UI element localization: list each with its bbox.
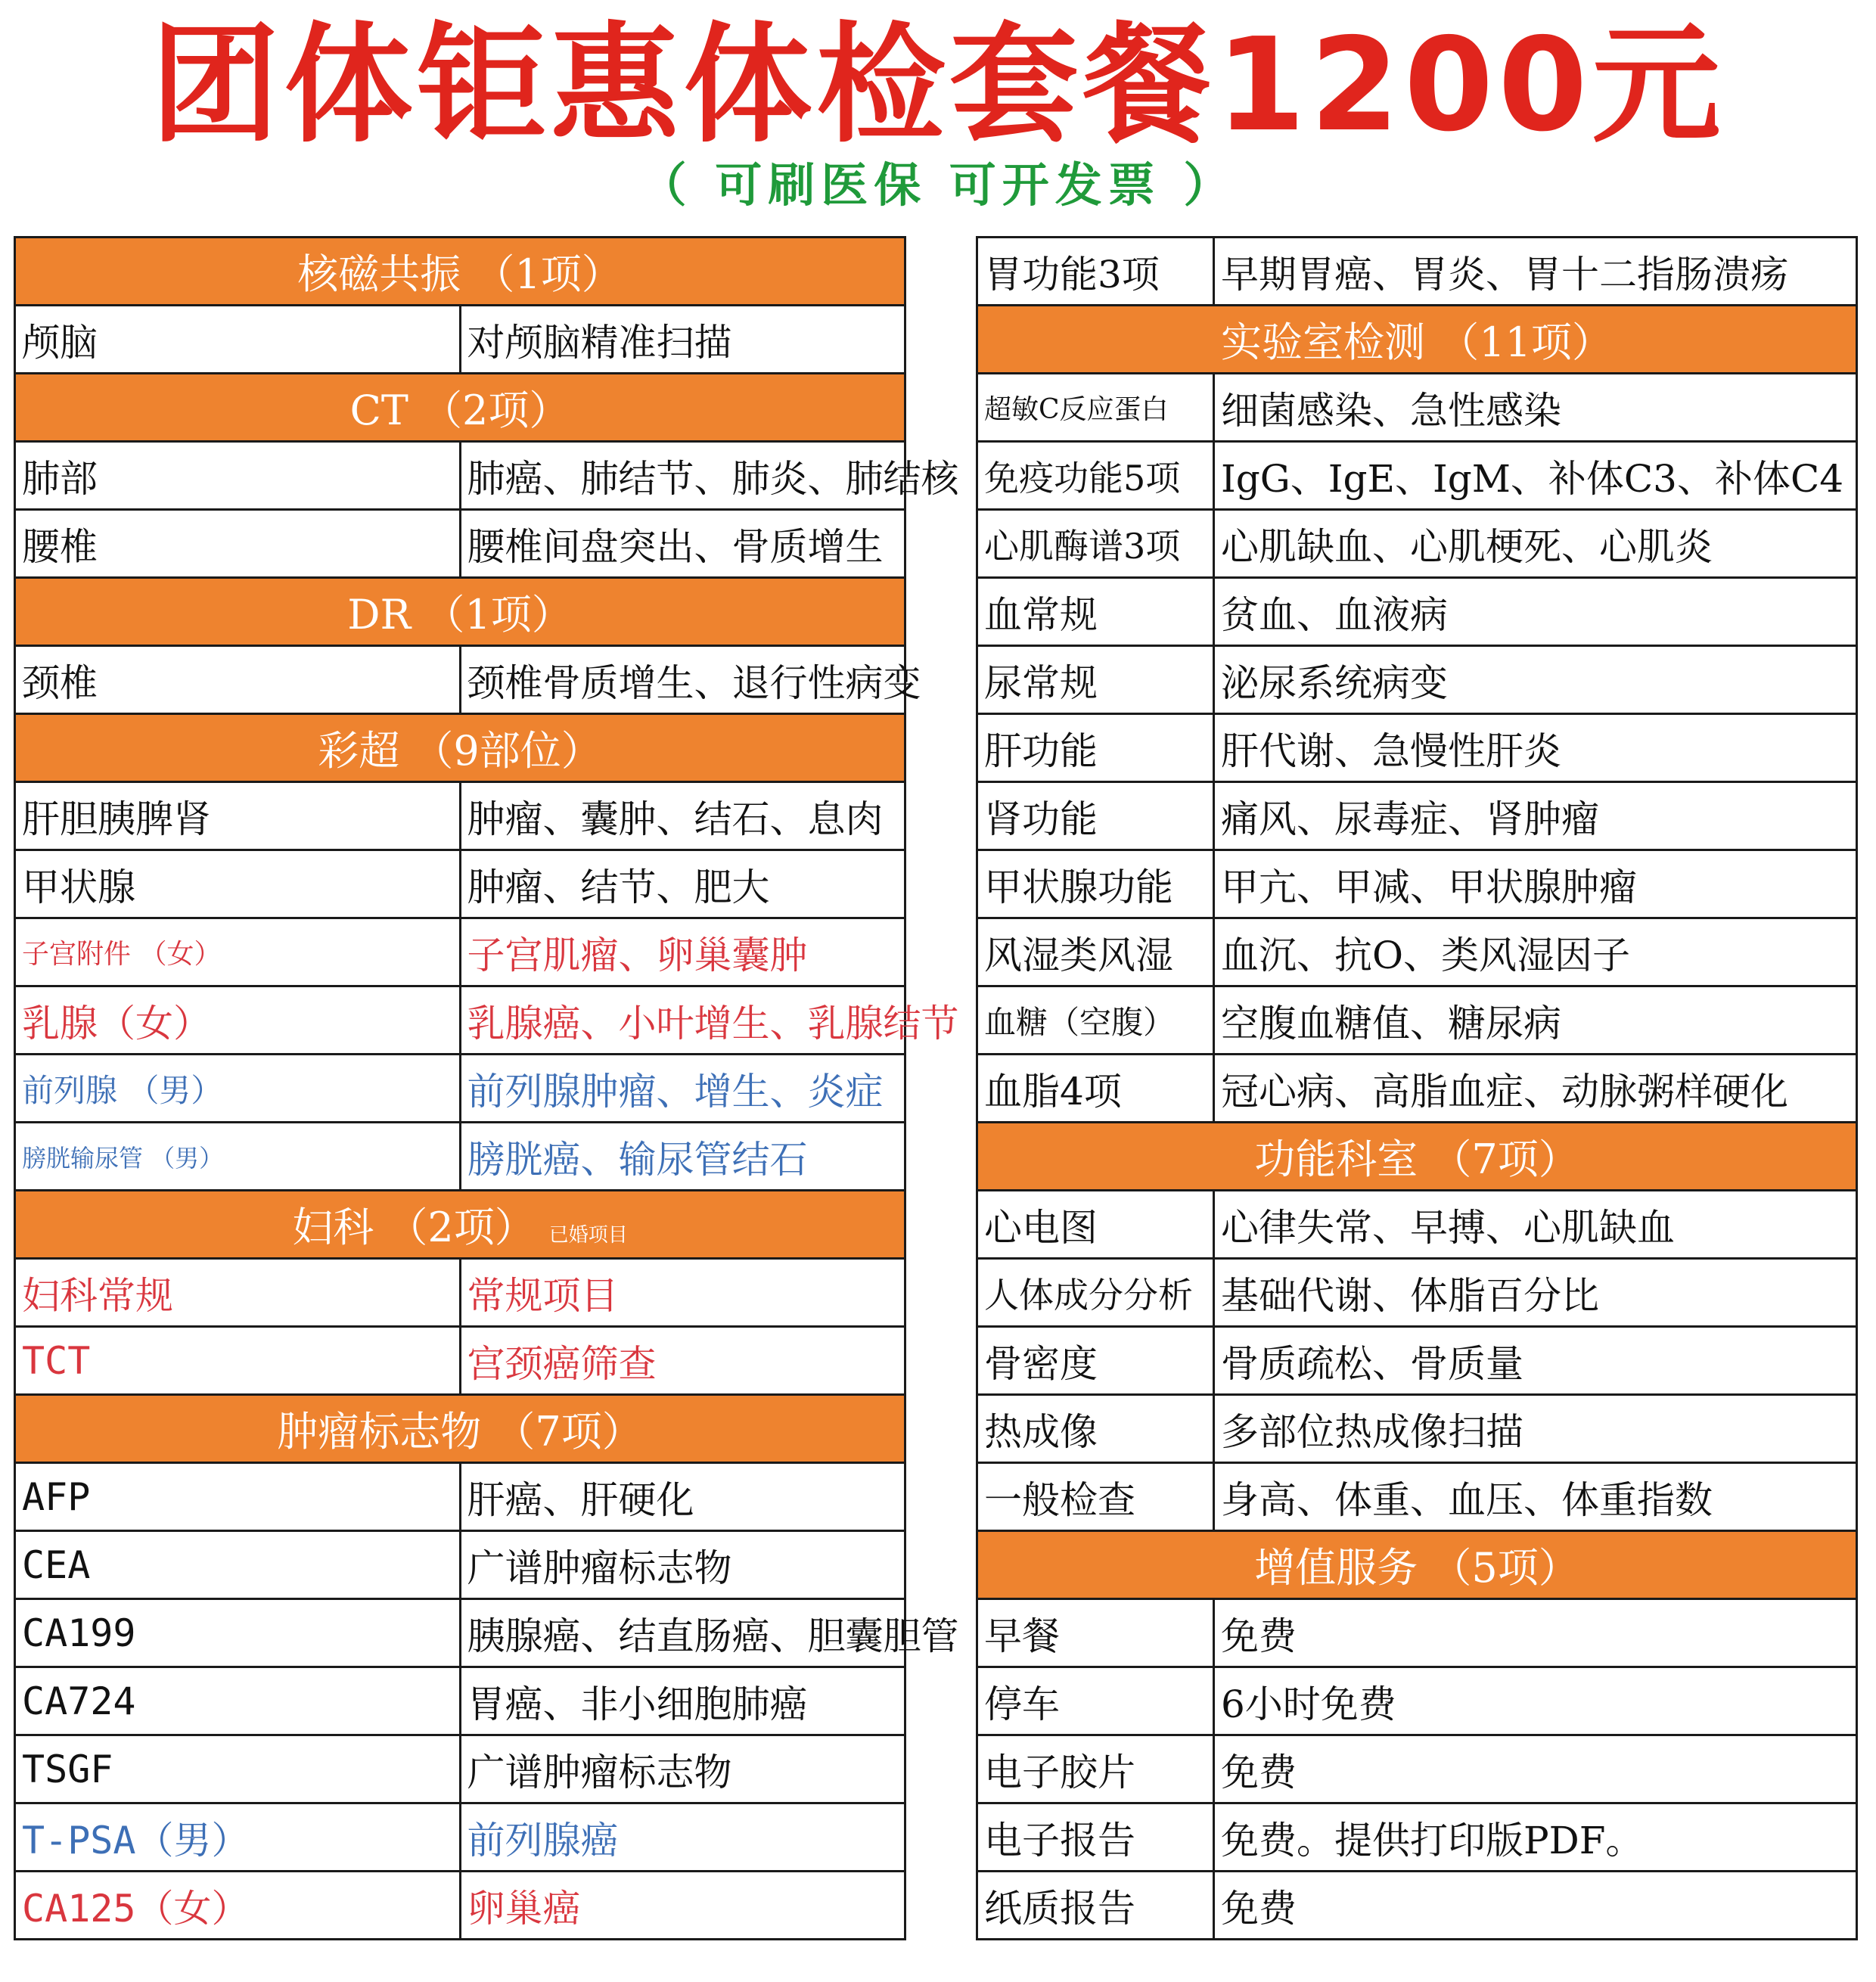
item-desc: 甲亢、甲减、甲状腺肿瘤 — [1214, 850, 1857, 918]
table-row — [977, 374, 1857, 442]
table-row — [977, 1599, 1857, 1667]
table-row — [977, 850, 1857, 918]
item-name: 纸质报告 — [977, 1872, 1214, 1940]
table-row — [15, 918, 905, 986]
section-title: 妇科 （2项） — [292, 1204, 536, 1251]
item-name: 膀胱输尿管 （男） — [15, 1123, 461, 1191]
item-desc: 贫血、血液病 — [1214, 578, 1857, 646]
table-row — [977, 1191, 1857, 1259]
item-desc: 腰椎间盘突出、骨质增生 — [460, 510, 905, 578]
item-desc: 血沉、抗O、类风湿因子 — [1214, 918, 1857, 986]
section-title: CT （2项） — [15, 374, 905, 442]
section-title: DR （1项） — [15, 578, 905, 646]
item-desc: 常规项目 — [460, 1259, 905, 1327]
item-name: 前列腺 （男） — [15, 1055, 461, 1123]
item-name: 乳腺（女） — [15, 986, 461, 1055]
item-name: 人体成分分析 — [977, 1259, 1214, 1327]
item-name: 肺部 — [15, 442, 461, 510]
item-name: 热成像 — [977, 1395, 1214, 1463]
item-desc: IgG、IgE、IgM、补体C3、补体C4 — [1214, 442, 1857, 510]
item-desc: 心肌缺血、心肌梗死、心肌炎 — [1214, 510, 1857, 578]
section-title: 增值服务 （5项） — [977, 1531, 1857, 1599]
section-title: 实验室检测 （11项） — [977, 306, 1857, 374]
table-row — [977, 918, 1857, 986]
item-name: 腰椎 — [15, 510, 461, 578]
item-name: 血常规 — [977, 578, 1214, 646]
table-row — [15, 442, 905, 510]
item-name: 血脂4项 — [977, 1055, 1214, 1123]
item-name: 颅脑 — [15, 306, 461, 374]
table-row — [977, 510, 1857, 578]
table-row — [977, 578, 1857, 646]
item-name: CA724 — [15, 1667, 461, 1735]
item-name: 血糖（空腹） — [977, 986, 1214, 1055]
item-name: 超敏C反应蛋白 — [977, 374, 1214, 442]
item-desc: 乳腺癌、小叶增生、乳腺结节 — [460, 986, 905, 1055]
item-desc: 多部位热成像扫描 — [1214, 1395, 1857, 1463]
item-desc: 广谱肿瘤标志物 — [460, 1735, 905, 1803]
item-name: 骨密度 — [977, 1327, 1214, 1395]
item-name: 一般检查 — [977, 1463, 1214, 1531]
item-desc: 早期胃癌、胃炎、胃十二指肠溃疡 — [1214, 238, 1857, 306]
table-row — [15, 1123, 905, 1191]
item-name: 妇科常规 — [15, 1259, 461, 1327]
item-name: 尿常规 — [977, 646, 1214, 714]
item-name: 肾功能 — [977, 782, 1214, 850]
table-row — [977, 1735, 1857, 1803]
item-name: CEA — [15, 1531, 461, 1599]
table-row — [15, 1803, 905, 1872]
table-row — [15, 1735, 905, 1803]
item-desc: 免费 — [1214, 1735, 1857, 1803]
table-row — [15, 1327, 905, 1395]
item-desc: 对颅脑精准扫描 — [460, 306, 905, 374]
table-row — [977, 1055, 1857, 1123]
item-name: 早餐 — [977, 1599, 1214, 1667]
item-desc: 免费 — [1214, 1599, 1857, 1667]
item-name: 胃功能3项 — [977, 238, 1214, 306]
item-desc: 肺癌、肺结节、肺炎、肺结核 — [460, 442, 905, 510]
item-name: 子宫附件 （女） — [15, 918, 461, 986]
table-row — [15, 1531, 905, 1599]
table-row — [15, 1667, 905, 1735]
section-header-services — [977, 1531, 1857, 1599]
section-title: 核磁共振 （1项） — [15, 238, 905, 306]
table-row — [15, 1599, 905, 1667]
item-desc: 肝代谢、急慢性肝炎 — [1214, 714, 1857, 782]
item-name: 肝胆胰脾肾 — [15, 782, 461, 850]
item-name: 颈椎 — [15, 646, 461, 714]
section-title: 肿瘤标志物 （7项） — [15, 1395, 905, 1463]
table-row — [977, 1463, 1857, 1531]
left-column — [14, 236, 959, 1940]
section-header-function — [977, 1123, 1857, 1191]
right-table — [976, 236, 1858, 1940]
item-name: 心电图 — [977, 1191, 1214, 1259]
item-desc: 免费 — [1214, 1872, 1857, 1940]
table-row — [977, 1803, 1857, 1872]
item-desc: 胃癌、非小细胞肺癌 — [460, 1667, 905, 1735]
item-desc: 肿瘤、囊肿、结石、息肉 — [460, 782, 905, 850]
item-name: TCT — [15, 1327, 461, 1395]
table-row — [977, 238, 1857, 306]
item-desc: 冠心病、高脂血症、动脉粥样硬化 — [1214, 1055, 1857, 1123]
table-row — [15, 986, 905, 1055]
section-title: 彩超 （9部位） — [15, 714, 905, 782]
left-table — [14, 236, 959, 1940]
item-desc: 空腹血糖值、糖尿病 — [1214, 986, 1857, 1055]
item-desc: 细菌感染、急性感染 — [1214, 374, 1857, 442]
table-row — [15, 306, 905, 374]
item-name: AFP — [15, 1463, 461, 1531]
table-row — [977, 782, 1857, 850]
table-row — [15, 1055, 905, 1123]
item-name: CA199 — [15, 1599, 461, 1667]
table-row — [977, 646, 1857, 714]
table-row — [15, 1259, 905, 1327]
item-name: CA125（女） — [15, 1872, 461, 1940]
section-note: 已婚项目 — [548, 1224, 628, 1247]
table-row — [977, 1327, 1857, 1395]
table-row — [977, 1667, 1857, 1735]
item-name: 风湿类风湿 — [977, 918, 1214, 986]
table-row — [977, 1872, 1857, 1940]
item-name: T-PSA（男） — [15, 1803, 461, 1872]
section-header-ct — [15, 374, 905, 442]
item-desc: 肝癌、肝硬化 — [460, 1463, 905, 1531]
section-header-dr — [15, 578, 905, 646]
item-name: 电子报告 — [977, 1803, 1214, 1872]
item-name: 心肌酶谱3项 — [977, 510, 1214, 578]
section-header-ultrasound — [15, 714, 905, 782]
table-row — [15, 850, 905, 918]
item-name: 免疫功能5项 — [977, 442, 1214, 510]
item-desc: 前列腺肿瘤、增生、炎症 — [460, 1055, 905, 1123]
table-row — [15, 646, 905, 714]
section-header-lab — [977, 306, 1857, 374]
page-subtitle: （ 可刷医保 可开发票 ） — [639, 157, 1237, 213]
item-desc: 颈椎骨质增生、退行性病变 — [460, 646, 905, 714]
item-desc: 子宫肌瘤、卵巢囊肿 — [460, 918, 905, 986]
item-desc: 胰腺癌、结直肠癌、胆囊胆管 — [460, 1599, 905, 1667]
item-name: 停车 — [977, 1667, 1214, 1735]
item-name: 甲状腺功能 — [977, 850, 1214, 918]
item-name: 电子胶片 — [977, 1735, 1214, 1803]
section-header-gynecology — [15, 1191, 905, 1259]
table-row — [15, 510, 905, 578]
item-name: TSGF — [15, 1735, 461, 1803]
item-desc: 广谱肿瘤标志物 — [460, 1531, 905, 1599]
right-column — [976, 236, 1858, 1940]
item-desc: 骨质疏松、骨质量 — [1214, 1327, 1857, 1395]
table-row — [977, 442, 1857, 510]
page-title: 团体钜惠体检套餐1200元 — [151, 11, 1725, 160]
item-desc: 基础代谢、体脂百分比 — [1214, 1259, 1857, 1327]
item-desc: 6小时免费 — [1214, 1667, 1857, 1735]
table-row — [15, 1872, 905, 1940]
item-desc: 身高、体重、血压、体重指数 — [1214, 1463, 1857, 1531]
item-name: 甲状腺 — [15, 850, 461, 918]
item-desc: 泌尿系统病变 — [1214, 646, 1857, 714]
item-desc: 免费。提供打印版PDF。 — [1214, 1803, 1857, 1872]
table-row — [977, 986, 1857, 1055]
item-desc: 痛风、尿毒症、肾肿瘤 — [1214, 782, 1857, 850]
table-row — [15, 1463, 905, 1531]
table-row — [15, 782, 905, 850]
section-header-tumor-markers — [15, 1395, 905, 1463]
item-desc: 膀胱癌、输尿管结石 — [460, 1123, 905, 1191]
section-title: 功能科室 （7项） — [977, 1123, 1857, 1191]
table-row — [977, 1259, 1857, 1327]
table-row — [977, 1395, 1857, 1463]
item-desc: 肿瘤、结节、肥大 — [460, 850, 905, 918]
section-header-mri — [15, 238, 905, 306]
table-row — [977, 714, 1857, 782]
item-desc: 前列腺癌 — [460, 1803, 905, 1872]
item-desc: 心律失常、早搏、心肌缺血 — [1214, 1191, 1857, 1259]
item-name: 肝功能 — [977, 714, 1214, 782]
item-desc: 卵巢癌 — [460, 1872, 905, 1940]
item-desc: 宫颈癌筛查 — [460, 1327, 905, 1395]
